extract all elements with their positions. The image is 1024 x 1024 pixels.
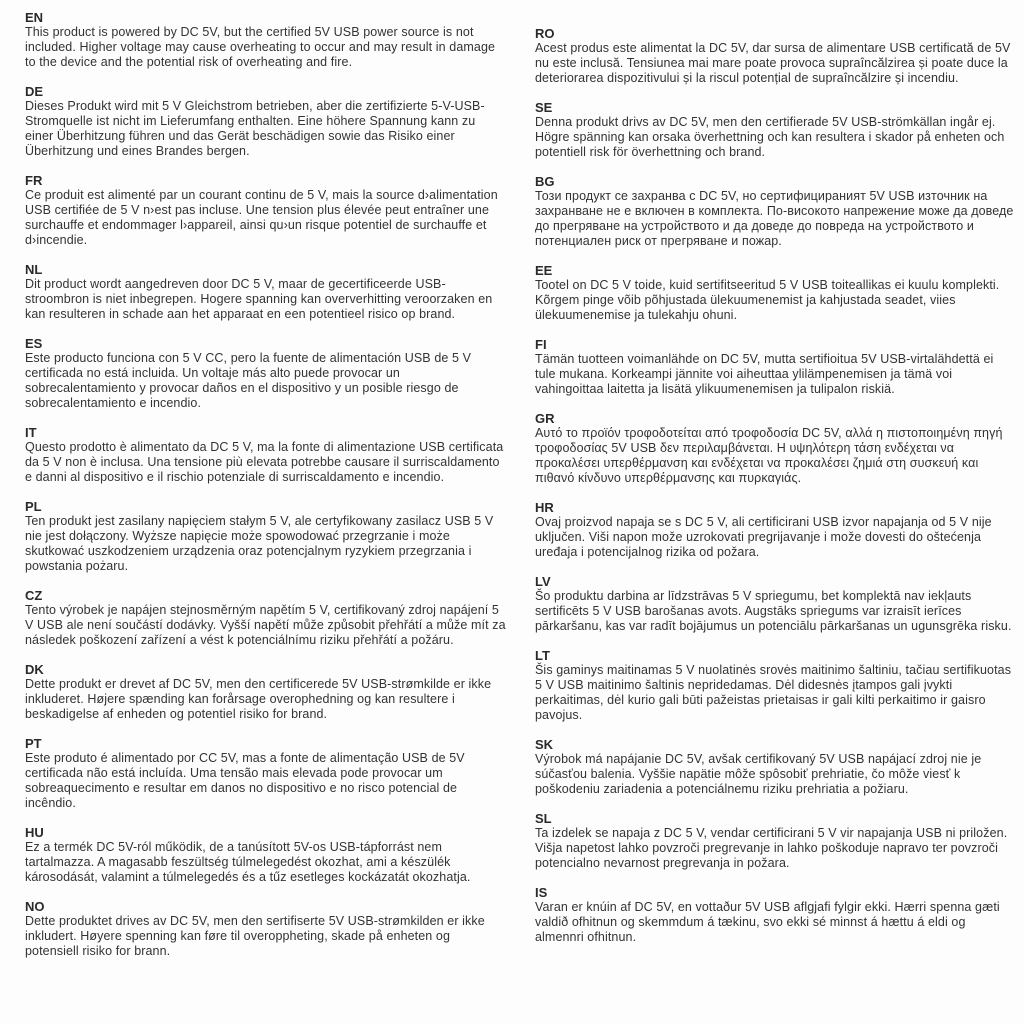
language-code-nl: NL — [25, 262, 43, 277]
notice-text-no: Dette produktet drives av DC 5V, men den sertifiserte 5V USB-strømkilden er ikke inkludert. Høyere spenning kan føre til overoppheting, skade på enheten og potensiell risiko for brann. — [25, 914, 485, 958]
notice-text-ee: Tootel on DC 5 V toide, kuid sertifitseeritud 5 V USB toiteallikas ei kuulu komplekti. Kõrgem pinge võib põhjustada ülekuumenemist ja kahjustada seadet, viies ülekuumenemise ja tulekahju ohuni. — [535, 278, 1000, 322]
language-code-lt: LT — [535, 648, 550, 663]
section-hr — [535, 500, 1017, 560]
notice-text-hr: Ovaj proizvod napaja se s DC 5 V, ali certificirani USB izvor napajanja od 5 V nije uključen. Viši napon može uzrokovati pregrijavanje i može dovesti do oštećenja uređaja i potencijalnog rizika od požara. — [535, 515, 992, 559]
section-es — [25, 336, 507, 411]
language-code-sk: SK — [535, 737, 554, 752]
section-fi — [535, 337, 1017, 397]
section-no — [25, 899, 507, 959]
section-de — [25, 84, 507, 159]
language-code-lv: LV — [535, 574, 551, 589]
language-code-pt: PT — [25, 736, 42, 751]
section-pl — [25, 499, 507, 574]
notice-text-se: Denna produkt drivs av DC 5V, men den certifierade 5V USB-strömkällan ingår ej. Högre spänning kan orsaka överhettning och kan resultera i skador på enheten och potentiell risk för överhettning och brand. — [535, 115, 1005, 159]
language-code-hu: HU — [25, 825, 44, 840]
language-code-ee: EE — [535, 263, 553, 278]
language-code-ro: RO — [535, 26, 555, 41]
language-code-sl: SL — [535, 811, 552, 826]
notice-text-hu: Ez a termék DC 5V-ról működik, de a tanúsított 5V-os USB-tápforrást nem tartalmazza. A magasabb feszültség túlmelegedést okozhat, ami a készülék károsodását, valamint a túlmelegedés és a tűz esetleges kockázatát okozhatja. — [25, 840, 471, 884]
notice-text-de: Dieses Produkt wird mit 5 V Gleichstrom betrieben, aber die zertifizierte 5-V-USB-Stromquelle ist nicht im Lieferumfang enthalten. Eine höhere Spannung kann zu einer Überhitzung führen und das Gerät beschädigen sowie das Risiko einer Überhitzung und eines Brandes bergen. — [25, 99, 485, 158]
section-lv — [535, 574, 1017, 634]
right-column — [535, 10, 1017, 1024]
section-dk — [25, 662, 507, 722]
notice-text-es: Este producto funciona con 5 V CC, pero la fuente de alimentación USB de 5 V certificada no está incluida. Un voltaje más alto puede provocar un sobrecalentamiento y provocar daños en el dispositivo y un posible riesgo de sobrecalentamiento e incendio. — [25, 351, 472, 410]
language-code-de: DE — [25, 84, 44, 99]
notice-text-pl: Ten produkt jest zasilany napięciem stałym 5 V, ale certyfikowany zasilacz USB 5 V nie jest dołączony. Wyższe napięcie może spowodować przegrzanie i może skutkować uszkodzeniem urządzenia oraz potencjalnym ryzykiem przegrzania i powstania pożaru. — [25, 514, 494, 573]
section-fr — [25, 173, 507, 248]
section-lt — [535, 648, 1017, 723]
section-pt — [25, 736, 507, 811]
section-cz — [25, 588, 507, 648]
section-nl — [25, 262, 507, 322]
notice-text-dk: Dette produkt er drevet af DC 5V, men den certificerede 5V USB-strømkilde er ikke inkluderet. Højere spænding kan forårsage overophedning og kan resultere i beskadigelse af enheden og potentiel risiko for brand. — [25, 677, 492, 721]
section-ee — [535, 263, 1017, 323]
notice-text-sk: Výrobok má napájanie DC 5V, avšak certifikovaný 5V USB napájací zdroj nie je súčasťou balenia. Vyššie napätie môže spôsobiť prehriatie, čo môže viesť k poškodeniu zariadenia a potenciálnemu riziku prehriatia a požiaru. — [535, 752, 982, 796]
language-code-fi: FI — [535, 337, 547, 352]
notice-text-sl: Ta izdelek se napaja z DC 5 V, vendar certificirani 5 V vir napajanja USB ni priložen. Višja napetost lahko povzroči pregrevanje in lahko poškoduje napravo ter povzroči potencialno nevarnost pregrevanja in požara. — [535, 826, 1008, 870]
notice-text-nl: Dit product wordt aangedreven door DC 5 V, maar de gecertificeerde USB-stroombron is niet inbegrepen. Hogere spanning kan oververhitting veroorzaken en kan resulteren in schade aan het apparaat en een potentieel risico op brand. — [25, 277, 493, 321]
language-code-no: NO — [25, 899, 45, 914]
language-code-hr: HR — [535, 500, 554, 515]
notice-text-bg: Този продукт се захранва с DC 5V, но сертифицираният 5V USB източник на захранване не е включен в комплекта. По-високото напрежение може да доведе до прегряване на устройството и да доведе до повреда на устройството и потенциален риск от прегряване и пожар. — [535, 189, 1014, 248]
language-code-cz: CZ — [25, 588, 43, 603]
section-bg — [535, 174, 1017, 249]
section-gr — [535, 411, 1017, 486]
notice-text-it: Questo prodotto è alimentato da DC 5 V, ma la fonte di alimentazione USB certificata da 5 V non è inclusa. Una tensione più elevata potrebbe causare il surriscaldamento e danni al dispositivo e il rischio potenziale di surriscaldamento e incendio. — [25, 440, 504, 484]
language-code-es: ES — [25, 336, 43, 351]
section-sk — [535, 737, 1017, 797]
notice-text-cz: Tento výrobek je napájen stejnosměrným napětím 5 V, certifikovaný zdroj napájení 5 V USB ale není součástí dodávky. Vyšší napětí může způsobit přehřátí a může mít za následek poškození zařízení a vést k potenciálnímu riziku přehřátí a požáru. — [25, 603, 506, 647]
notice-text-fi: Tämän tuotteen voimanlähde on DC 5V, mutta sertifioitua 5V USB-virtalähdettä ei tule mukana. Korkeampi jännite voi aiheuttaa ylilämpenemisen ja tämä voi vahingoittaa laitetta ja lisätä ylikuumenemisen ja tulipalon riskiä. — [535, 352, 994, 396]
language-code-bg: BG — [535, 174, 555, 189]
language-code-it: IT — [25, 425, 37, 440]
notice-text-lt: Šis gaminys maitinamas 5 V nuolatinės srovės maitinimo šaltiniu, tačiau sertifikuotas 5 V USB maitinimo šaltinis nepridedamas. Dėl didesnės įtampos gali įvykti perkaitimas, dėl kurio gali būti pažeistas prietaisas ir gali kilti perkaitimo ir gaisro pavojus. — [535, 663, 1012, 722]
left-column — [25, 10, 507, 1024]
language-code-fr: FR — [25, 173, 43, 188]
language-code-dk: DK — [25, 662, 44, 677]
section-en — [25, 10, 507, 70]
notice-text-ro: Acest produs este alimentat la DC 5V, dar sursa de alimentare USB certificată de 5V nu este inclusă. Tensiunea mai mare poate provoca supraîncălzirea și poate duce la deteriorarea dispozitivului și la riscul potențial de supraîncălzire și incendiu. — [535, 41, 1011, 85]
language-code-pl: PL — [25, 499, 42, 514]
language-code-is: IS — [535, 885, 548, 900]
notice-text-en: This product is powered by DC 5V, but the certified 5V USB power source is not included. Higher voltage may cause overheating to occur and may result in damage to the device and the potential risk of overheating and fire. — [25, 25, 496, 69]
section-it — [25, 425, 507, 485]
notice-text-fr: Ce produit est alimenté par un courant continu de 5 V, mais la source d›alimentation USB certifiée de 5 V n›est pas incluse. Une tension plus élevée peut entraîner une surchauffe et endommager l›appareil, ainsi qu›un risque potentiel de surchauffe et d›incendie. — [25, 188, 498, 247]
notice-text-lv: Šo produktu darbina ar līdzstrāvas 5 V spriegumu, bet komplektā nav iekļauts sertificēts 5 V USB barošanas avots. Augstāks spriegums var izraisīt ierīces pārkaršanu, kas var radīt bojājumus un potenciālu pārkaršanas un ugunsgrēka risku. — [535, 589, 1012, 633]
notice-text-is: Varan er knúin af DC 5V, en vottaður 5V USB aflgjafi fylgir ekki. Hærri spenna gæti valdið ofhitnun og skemmdum á tækinu, svo ekki sé minnst á hættu á eldi og almennri ofhitnun. — [535, 900, 1000, 944]
language-code-gr: GR — [535, 411, 555, 426]
language-code-en: EN — [25, 10, 44, 25]
notice-text-gr: Αυτό το προϊόν τροφοδοτείται από τροφοδοσία DC 5V, αλλά η πιστοποιημένη πηγή τροφοδοσίας 5V USB δεν περιλαμβάνεται. Η υψηλότερη τάση ενδέχεται να προκαλέσει υπερθέρμανση και ενδέχεται να προκαλέσει ζημιά στη συσκευή και πιθανό κίνδυνο υπερθέρμανσης και πυρκαγιάς. — [535, 426, 1003, 485]
section-se — [535, 100, 1017, 160]
section-hu — [25, 825, 507, 885]
section-sl — [535, 811, 1017, 871]
section-is — [535, 885, 1017, 945]
notice-text-pt: Este produto é alimentado por CC 5V, mas a fonte de alimentação USB de 5V certificada não está incluída. Uma tensão mais elevada pode provocar um sobreaquecimento e resultar em danos no dispositivo e no risco potencial de incêndio. — [25, 751, 465, 810]
language-code-se: SE — [535, 100, 553, 115]
section-ro — [535, 26, 1017, 86]
